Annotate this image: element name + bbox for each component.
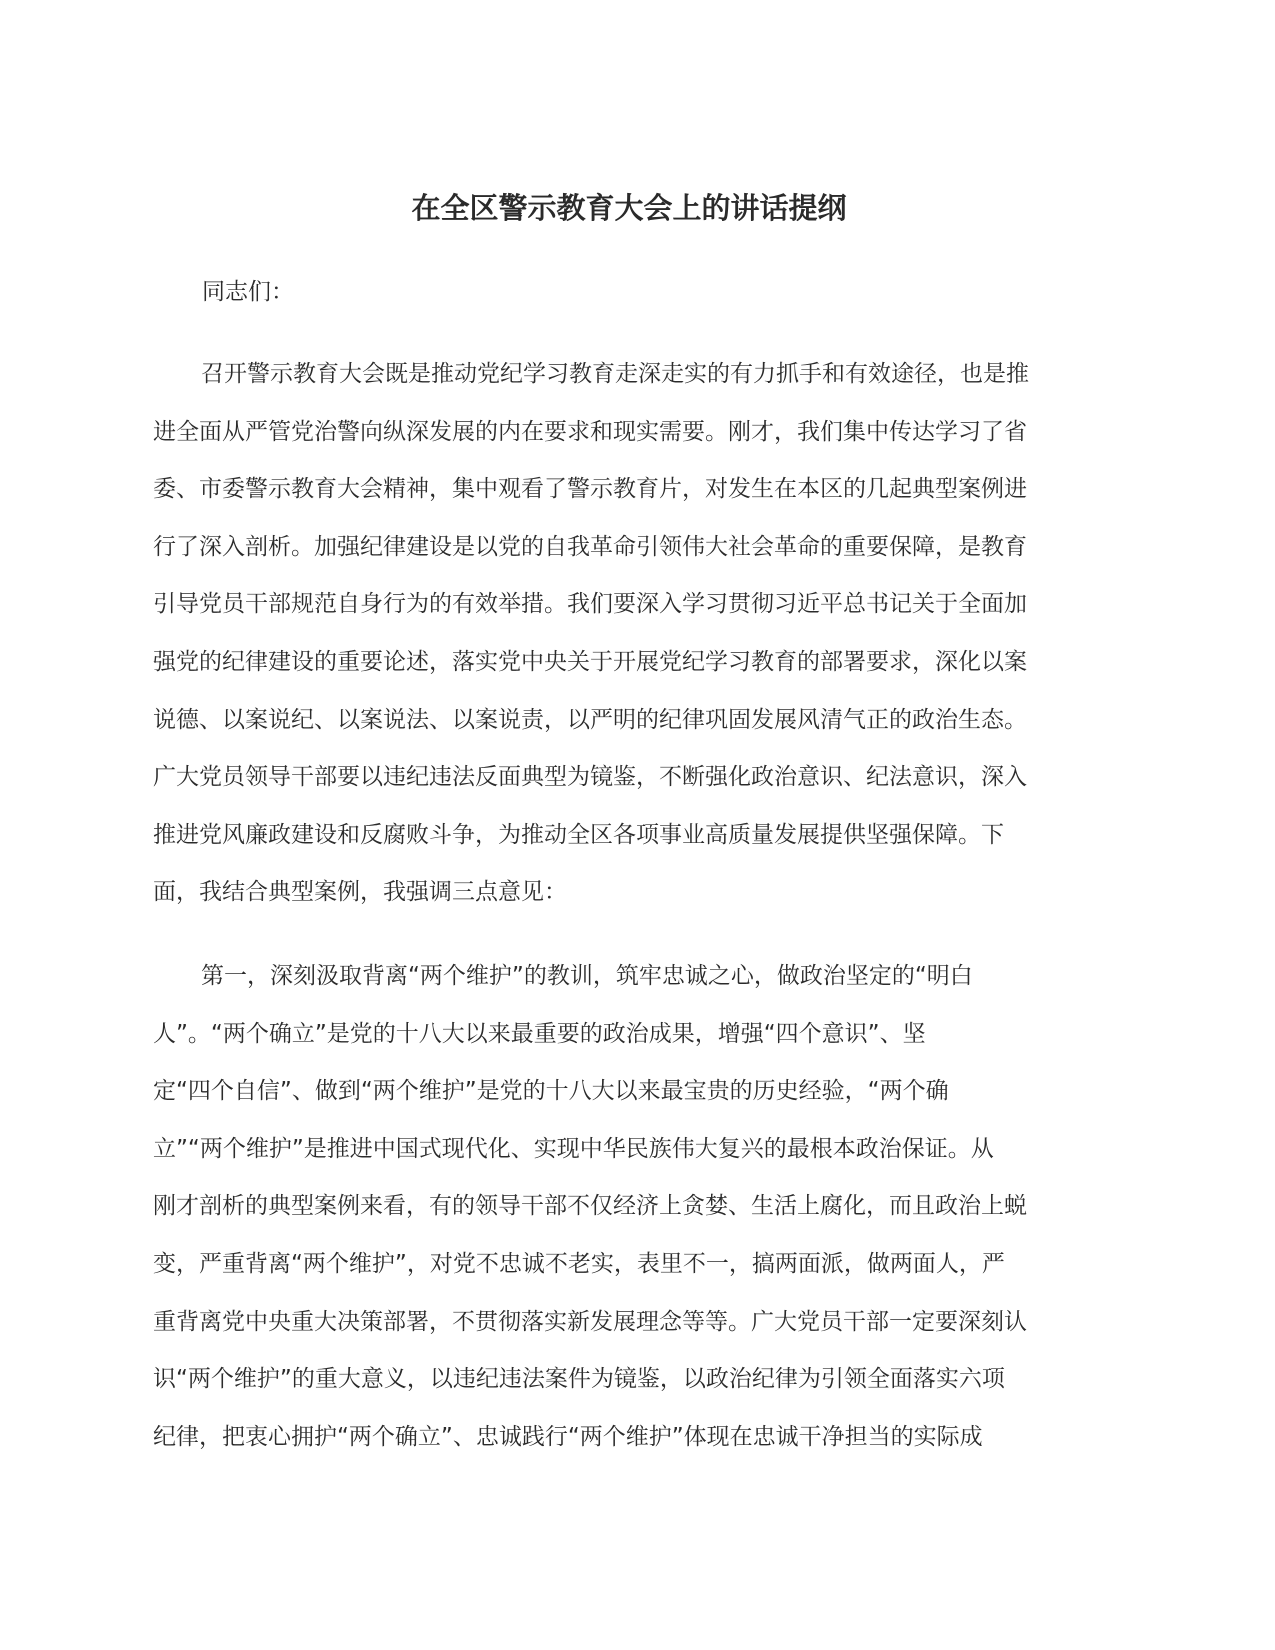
salutation: 同志们： (202, 279, 294, 305)
document-title: 在全区警示教育大会上的讲话提纲 (411, 191, 847, 225)
paragraph-point-one: 第一，深刻汲取背离“两个维护”的教训，筑牢忠诚之心，做政治坚定的“明白 人”。“两个确立”是党的十八大以来最重要的政治成果，增强“四个意识”、坚 定“四个自信”、做到“两个维护”是党的十八大以来最宝贵的历史经验，“两个确 立”“两个维护”是推进中国式现代化、实现中华民族伟大复兴的最根本政治保证。从 刚才剖析的典型案例来看，有的领导干部不仅经济上贪婪、生活上腐化，而且政治上蜕 变，严重背离“两个维护”，对党不忠诚不老实，表里不一，搞两面派，做两面人，严 重背离党中央重大决策部署，不贯彻落实新发展理念等等。广大党员干部一定要深刻认 识“两个维护”的重大意义，以违纪违法案件为镜鉴，以政治纪律为引领全面落实六项 纪律，把衷心拥护“两个确立”、忠诚践行“两个维护”体现在忠诚干净担当的实际成 (153, 963, 1027, 1450)
paragraph-intro: 召开警示教育大会既是推动党纪学习教育走深走实的有力抓手和有效途径，也是推 进全面从严管党治警向纵深发展的内在要求和现实需要。刚才，我们集中传达学习了省 委、市委警示教育大会精神，集中观看了警示教育片，对发生在本区的几起典型案例进 行了深入剖析。加强纪律建设是以党的自我革命引领伟大社会革命的重要保障，是教育 引导党员干部规范自身行为的有效举措。我们要深入学习贯彻习近平总书记关于全面加 强党的纪律建设的重要论述，落实党中央关于开展党纪学习教育的部署要求，深化以案 说德、以案说纪、以案说法、以案说责，以严明的纪律巩固发展风清气正的政治生态。 广大党员领导干部要以违纪违法反面典型为镜鉴，不断强化政治意识、纪法意识，深入 推进党风廉政建设和反腐败斗争，为推动全区各项事业高质量发展提供坚强保障。下 面，我结合典型案例，我强调三点意见： (153, 361, 1029, 906)
